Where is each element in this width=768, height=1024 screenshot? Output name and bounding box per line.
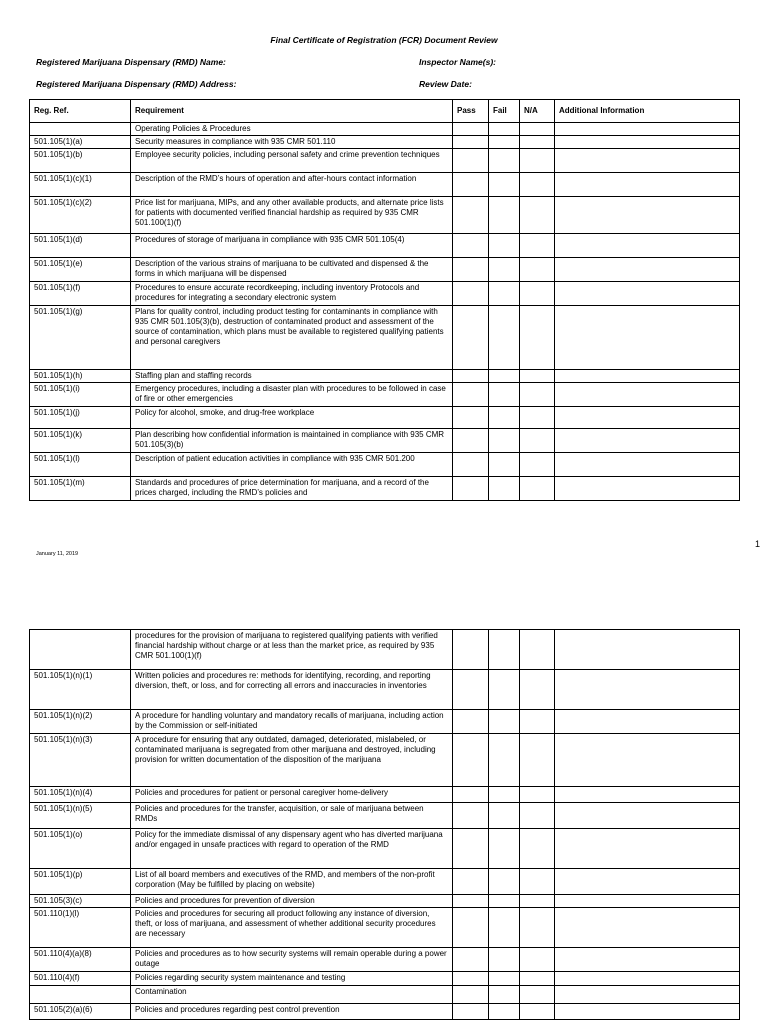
requirement-cell: procedures for the provision of marijuana to registered qualifying patients with verified financial hardship without charge or at less than the market price, as required by 935 CMR 501.100(1)(f) <box>131 630 453 670</box>
pass-cell[interactable] <box>453 630 489 670</box>
requirement-cell: Policies and procedures regarding pest control prevention <box>131 1004 453 1020</box>
fail-cell[interactable] <box>489 710 520 734</box>
header-requirement: Requirement <box>131 100 453 123</box>
na-cell[interactable] <box>520 453 555 477</box>
fail-cell[interactable] <box>489 895 520 908</box>
rmd-address-label: Registered Marijuana Dispensary (RMD) Address: <box>36 79 237 89</box>
table-row <box>30 429 740 453</box>
section-heading: Operating Policies & Procedures <box>131 123 453 136</box>
rmd-name-label: Registered Marijuana Dispensary (RMD) Name: <box>36 57 226 67</box>
na-cell[interactable] <box>520 630 555 670</box>
reg-ref-cell: 501.105(1)(e) <box>30 258 131 282</box>
requirement-cell: Policy for alcohol, smoke, and drug-free workplace <box>131 407 453 429</box>
requirement-cell: Written policies and procedures re: methods for identifying, recording, and reporting diversion, theft, or loss, and for correcting all errors and inaccuracies in inventories <box>131 670 453 710</box>
fail-cell[interactable] <box>489 908 520 948</box>
requirement-cell: Plans for quality control, including product testing for contaminants in compliance with 935 CMR 501.105(3)(b), destruction of contaminated product and assessment of the source of contamination, which plans must be available to registered qualifying patients and personal caregivers <box>131 306 453 370</box>
additional-info-cell[interactable] <box>555 370 740 383</box>
table-row <box>30 869 740 895</box>
header-reg-ref: Reg. Ref. <box>30 100 131 123</box>
additional-info-cell[interactable] <box>555 895 740 908</box>
table-row <box>30 383 740 407</box>
pass-cell[interactable] <box>453 136 489 149</box>
na-cell[interactable] <box>520 407 555 429</box>
section-heading: Contamination <box>131 986 453 1004</box>
reg-ref-cell: 501.105(1)(d) <box>30 234 131 258</box>
requirement-cell: A procedure for handling voluntary and mandatory recalls of marijuana, including action by the Commission or self-initiated <box>131 710 453 734</box>
fail-cell[interactable] <box>489 258 520 282</box>
section-row <box>30 123 740 136</box>
reg-ref-cell: 501.105(1)(c)(2) <box>30 197 131 234</box>
na-cell[interactable] <box>520 282 555 306</box>
fail-cell[interactable] <box>489 306 520 370</box>
pass-cell[interactable] <box>453 149 489 173</box>
additional-info-cell[interactable] <box>555 173 740 197</box>
reg-ref-cell: 501.105(3)(c) <box>30 895 131 908</box>
requirement-cell: Procedures of storage of marijuana in compliance with 935 CMR 501.105(4) <box>131 234 453 258</box>
requirement-cell: Standards and procedures of price determination for marijuana, and a record of the prices charged, including the RMD’s policies and <box>131 477 453 501</box>
na-cell[interactable] <box>520 895 555 908</box>
table-row <box>30 710 740 734</box>
fail-cell[interactable] <box>489 734 520 787</box>
additional-info-cell[interactable] <box>555 197 740 234</box>
requirement-cell: A procedure for ensuring that any outdated, damaged, deteriorated, mislabeled, or contaminated marijuana is segregated from other marijuana and destroyed, including provision for written documentation of the disposition of the marijuana <box>131 734 453 787</box>
fail-cell[interactable] <box>489 670 520 710</box>
reg-ref-cell: 501.105(1)(p) <box>30 869 131 895</box>
additional-info-cell[interactable] <box>555 407 740 429</box>
fail-cell[interactable] <box>489 123 520 136</box>
pass-cell[interactable] <box>453 908 489 948</box>
na-cell[interactable] <box>520 1004 555 1020</box>
na-cell[interactable] <box>520 123 555 136</box>
reg-ref-cell: 501.105(1)(i) <box>30 383 131 407</box>
pass-cell[interactable] <box>453 370 489 383</box>
fail-cell[interactable] <box>489 429 520 453</box>
pass-cell[interactable] <box>453 829 489 869</box>
table-header-row <box>30 100 740 123</box>
reg-ref-cell: 501.105(1)(n)(3) <box>30 734 131 787</box>
requirement-cell: Policies regarding security system maintenance and testing <box>131 972 453 986</box>
requirement-cell: List of all board members and executives of the RMD, and members of the non-profit corporation (May be fulfilled by placing on website) <box>131 869 453 895</box>
pass-cell[interactable] <box>453 710 489 734</box>
na-cell[interactable] <box>520 803 555 829</box>
pass-cell[interactable] <box>453 803 489 829</box>
reg-ref-cell: 501.105(1)(m) <box>30 477 131 501</box>
additional-info-cell[interactable] <box>555 1004 740 1020</box>
additional-info-cell[interactable] <box>555 710 740 734</box>
pass-cell[interactable] <box>453 407 489 429</box>
pass-cell[interactable] <box>453 306 489 370</box>
document-title: Final Certificate of Registration (FCR) Document Review <box>270 35 498 45</box>
requirement-cell: Description of the various strains of marijuana to be cultivated and dispensed & the forms in which marijuana will be dispensed <box>131 258 453 282</box>
header-pass: Pass <box>453 100 489 123</box>
review-date-label: Review Date: <box>419 79 472 89</box>
requirement-cell: Policies and procedures for patient or personal caregiver home-delivery <box>131 787 453 803</box>
reg-ref-cell: 501.110(4)(f) <box>30 972 131 986</box>
header-na: N/A <box>520 100 555 123</box>
pass-cell[interactable] <box>453 383 489 407</box>
additional-info-cell[interactable] <box>555 383 740 407</box>
additional-info-cell[interactable] <box>555 453 740 477</box>
pass-cell[interactable] <box>453 197 489 234</box>
pass-cell[interactable] <box>453 234 489 258</box>
reg-ref-cell: 501.105(1)(f) <box>30 282 131 306</box>
table-row <box>30 136 740 149</box>
requirement-cell: Description of the RMD’s hours of operation and after-hours contact information <box>131 173 453 197</box>
reg-ref-cell: 501.105(1)(n)(2) <box>30 710 131 734</box>
na-cell[interactable] <box>520 149 555 173</box>
reg-ref-cell <box>30 630 131 670</box>
header-fail: Fail <box>489 100 520 123</box>
reg-ref-cell: 501.105(1)(j) <box>30 407 131 429</box>
table-row <box>30 306 740 370</box>
fail-cell[interactable] <box>489 986 520 1004</box>
pass-cell[interactable] <box>453 123 489 136</box>
table-row <box>30 670 740 710</box>
na-cell[interactable] <box>520 908 555 948</box>
na-cell[interactable] <box>520 258 555 282</box>
table-row <box>30 895 740 908</box>
additional-info-cell[interactable] <box>555 477 740 501</box>
page-number: 1 <box>755 539 761 549</box>
reg-ref-cell: 501.105(1)(k) <box>30 429 131 453</box>
na-cell[interactable] <box>520 383 555 407</box>
pass-cell[interactable] <box>453 453 489 477</box>
requirement-cell: Price list for marijuana, MIPs, and any other available products, and alternate price lists for patients with documented verified financial hardship as required by 935 CMR 501.100(1)(f) <box>131 197 453 234</box>
table-row <box>30 734 740 787</box>
requirement-cell: Policies and procedures for securing all product following any instance of diversion, theft, or loss of marijuana, and assessment of whether additional security procedures are necessary <box>131 908 453 948</box>
reg-ref-cell: 501.105(1)(a) <box>30 136 131 149</box>
additional-info-cell[interactable] <box>555 123 740 136</box>
reg-ref-cell: 501.105(1)(n)(1) <box>30 670 131 710</box>
na-cell[interactable] <box>520 710 555 734</box>
reg-ref-cell: 501.105(1)(n)(4) <box>30 787 131 803</box>
reg-ref-cell: 501.110(4)(a)(8) <box>30 948 131 972</box>
inspector-name-label: Inspector Name(s): <box>419 57 496 67</box>
table-row <box>30 972 740 986</box>
table-row <box>30 630 740 670</box>
additional-info-cell[interactable] <box>555 803 740 829</box>
na-cell[interactable] <box>520 869 555 895</box>
fail-cell[interactable] <box>489 972 520 986</box>
na-cell[interactable] <box>520 670 555 710</box>
fail-cell[interactable] <box>489 1004 520 1020</box>
pass-cell[interactable] <box>453 787 489 803</box>
additional-info-cell[interactable] <box>555 630 740 670</box>
fail-cell[interactable] <box>489 407 520 429</box>
pass-cell[interactable] <box>453 1004 489 1020</box>
na-cell[interactable] <box>520 787 555 803</box>
requirement-cell: Procedures to ensure accurate recordkeeping, including inventory Protocols and procedures for integrating a secondary electronic system <box>131 282 453 306</box>
pass-cell[interactable] <box>453 948 489 972</box>
table-row <box>30 173 740 197</box>
requirement-cell: Policies and procedures as to how security systems will remain operable during a power outage <box>131 948 453 972</box>
additional-info-cell[interactable] <box>555 787 740 803</box>
fail-cell[interactable] <box>489 383 520 407</box>
requirement-cell: Emergency procedures, including a disaster plan with procedures to be followed in case of fire or other emergencies <box>131 383 453 407</box>
na-cell[interactable] <box>520 948 555 972</box>
fail-cell[interactable] <box>489 149 520 173</box>
reg-ref-cell: 501.105(2)(a)(6) <box>30 1004 131 1020</box>
additional-info-cell[interactable] <box>555 234 740 258</box>
na-cell[interactable] <box>520 197 555 234</box>
na-cell[interactable] <box>520 136 555 149</box>
additional-info-cell[interactable] <box>555 149 740 173</box>
additional-info-cell[interactable] <box>555 734 740 787</box>
reg-ref-cell <box>30 123 131 136</box>
additional-info-cell[interactable] <box>555 282 740 306</box>
pass-cell[interactable] <box>453 258 489 282</box>
reg-ref-cell: 501.105(1)(o) <box>30 829 131 869</box>
review-table-page-2 <box>29 629 740 1020</box>
requirement-cell: Employee security policies, including personal safety and crime prevention techniques <box>131 149 453 173</box>
fail-cell[interactable] <box>489 829 520 869</box>
table-row <box>30 1004 740 1020</box>
additional-info-cell[interactable] <box>555 136 740 149</box>
pass-cell[interactable] <box>453 670 489 710</box>
requirement-cell: Policies and procedures for prevention of diversion <box>131 895 453 908</box>
requirement-cell: Policy for the immediate dismissal of any dispensary agent who has diverted marijuana and/or engaged in unsafe practices with regard to operation of the RMD <box>131 829 453 869</box>
reg-ref-cell: 501.105(1)(h) <box>30 370 131 383</box>
pass-cell[interactable] <box>453 477 489 501</box>
requirement-cell: Staffing plan and staffing records <box>131 370 453 383</box>
table-row <box>30 829 740 869</box>
pass-cell[interactable] <box>453 173 489 197</box>
table-row <box>30 407 740 429</box>
reg-ref-cell: 501.105(1)(l) <box>30 453 131 477</box>
fail-cell[interactable] <box>489 173 520 197</box>
table-row <box>30 258 740 282</box>
additional-info-cell[interactable] <box>555 869 740 895</box>
pass-cell[interactable] <box>453 734 489 787</box>
requirement-cell: Security measures in compliance with 935 CMR 501.110 <box>131 136 453 149</box>
requirement-cell: Plan describing how confidential information is maintained in compliance with 935 CMR 501.105(3)(b) <box>131 429 453 453</box>
fail-cell[interactable] <box>489 453 520 477</box>
pass-cell[interactable] <box>453 282 489 306</box>
additional-info-cell[interactable] <box>555 306 740 370</box>
table-row <box>30 282 740 306</box>
reg-ref-cell <box>30 986 131 1004</box>
reg-ref-cell: 501.105(1)(n)(5) <box>30 803 131 829</box>
additional-info-cell[interactable] <box>555 908 740 948</box>
na-cell[interactable] <box>520 829 555 869</box>
pass-cell[interactable] <box>453 972 489 986</box>
page-gap <box>0 572 768 630</box>
additional-info-cell[interactable] <box>555 972 740 986</box>
additional-info-cell[interactable] <box>555 670 740 710</box>
section-row <box>30 986 740 1004</box>
requirement-cell: Policies and procedures for the transfer, acquisition, or sale of marijuana between RMDs <box>131 803 453 829</box>
review-table-page-1 <box>29 99 740 501</box>
fail-cell[interactable] <box>489 787 520 803</box>
na-cell[interactable] <box>520 477 555 501</box>
additional-info-cell[interactable] <box>555 948 740 972</box>
table-row <box>30 234 740 258</box>
table-row <box>30 370 740 383</box>
na-cell[interactable] <box>520 429 555 453</box>
fail-cell[interactable] <box>489 197 520 234</box>
additional-info-cell[interactable] <box>555 429 740 453</box>
table-row <box>30 477 740 501</box>
table-row <box>30 787 740 803</box>
table-row <box>30 948 740 972</box>
footer-date: January 11, 2019 <box>36 551 79 557</box>
fail-cell[interactable] <box>489 477 520 501</box>
na-cell[interactable] <box>520 986 555 1004</box>
pass-cell[interactable] <box>453 869 489 895</box>
fail-cell[interactable] <box>489 803 520 829</box>
na-cell[interactable] <box>520 306 555 370</box>
additional-info-cell[interactable] <box>555 986 740 1004</box>
table-row <box>30 908 740 948</box>
reg-ref-cell: 501.110(1)(l) <box>30 908 131 948</box>
reg-ref-cell: 501.105(1)(c)(1) <box>30 173 131 197</box>
fail-cell[interactable] <box>489 282 520 306</box>
na-cell[interactable] <box>520 972 555 986</box>
requirement-cell: Description of patient education activities in compliance with 935 CMR 501.200 <box>131 453 453 477</box>
additional-info-cell[interactable] <box>555 829 740 869</box>
fail-cell[interactable] <box>489 136 520 149</box>
pass-cell[interactable] <box>453 895 489 908</box>
fail-cell[interactable] <box>489 234 520 258</box>
table-row <box>30 803 740 829</box>
table-row <box>30 453 740 477</box>
table-row <box>30 197 740 234</box>
pass-cell[interactable] <box>453 986 489 1004</box>
fail-cell[interactable] <box>489 630 520 670</box>
fail-cell[interactable] <box>489 948 520 972</box>
na-cell[interactable] <box>520 734 555 787</box>
fail-cell[interactable] <box>489 370 520 383</box>
na-cell[interactable] <box>520 234 555 258</box>
na-cell[interactable] <box>520 173 555 197</box>
fail-cell[interactable] <box>489 869 520 895</box>
reg-ref-cell: 501.105(1)(b) <box>30 149 131 173</box>
additional-info-cell[interactable] <box>555 258 740 282</box>
table-row <box>30 149 740 173</box>
reg-ref-cell: 501.105(1)(g) <box>30 306 131 370</box>
header-additional-info: Additional Information <box>555 100 740 123</box>
pass-cell[interactable] <box>453 429 489 453</box>
na-cell[interactable] <box>520 370 555 383</box>
